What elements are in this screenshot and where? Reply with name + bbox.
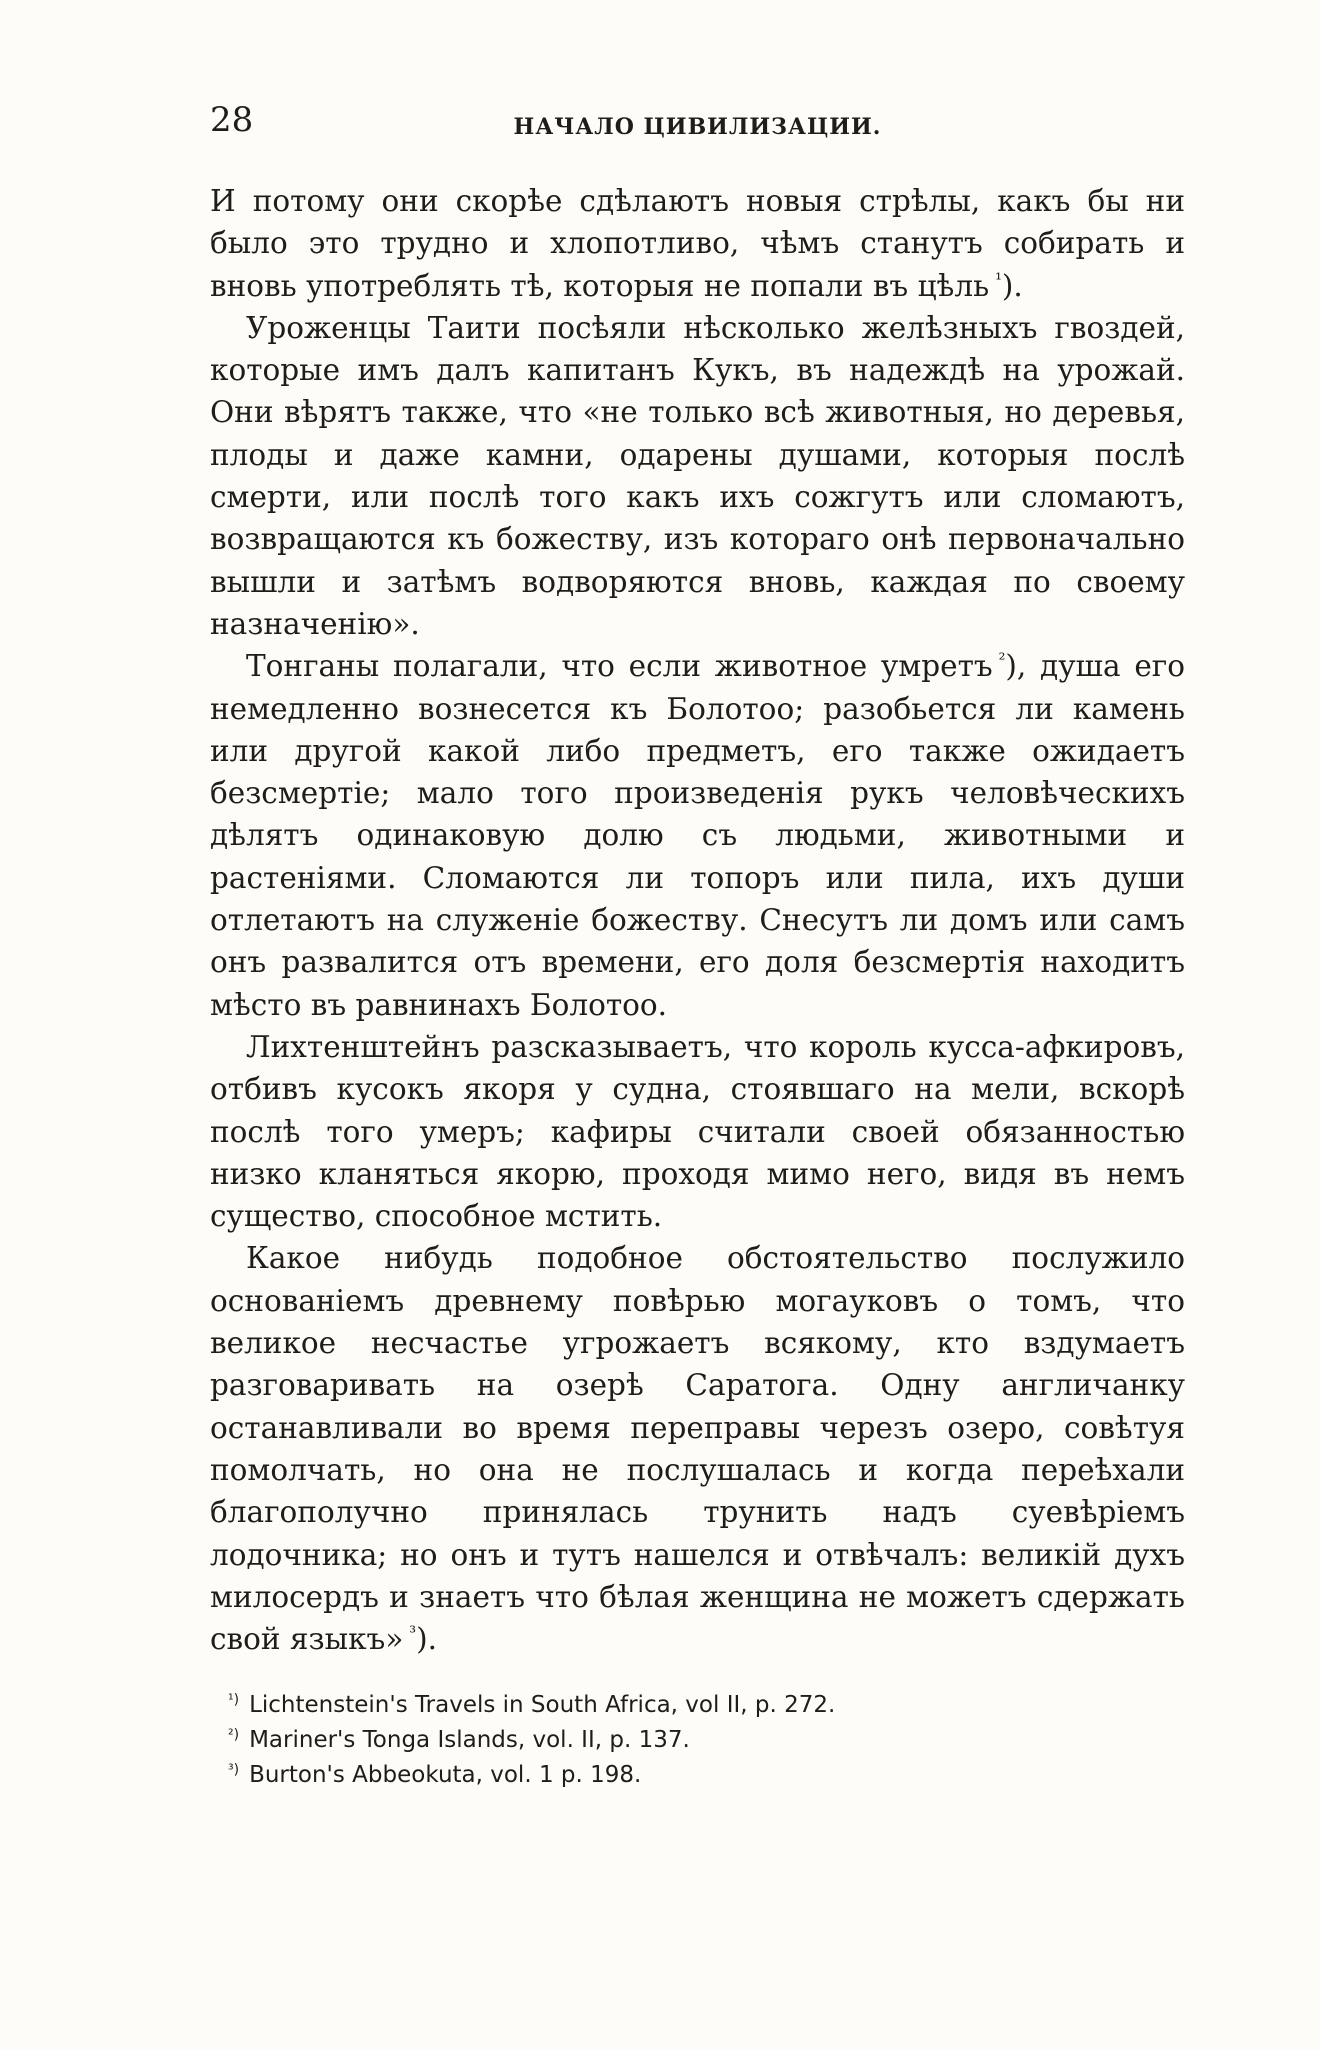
footnote-marker: ¹ (995, 269, 1002, 290)
footnote-number: ³) (228, 1761, 240, 1778)
paragraph-text: Тонганы полагали, что если животное умретъ (246, 649, 993, 684)
book-page (210, 100, 1185, 1793)
paragraph-tail: ), душа его немедленно вознесется къ Болотоо; разобьется ли камень или другой какой либо предметъ, его также ожидаетъ безсмертіе; мало того произведенія рукъ человѣческихъ дѣлятъ одинаковую долю съ людьми, животными и растеніями. Сломаются ли топоръ или пила, ихъ души отлетаютъ на служеніе божеству. Снесутъ ли домъ или самъ онъ развалится отъ времени, его доля безсмертія находитъ мѣсто въ равнинахъ Болотоо. (210, 649, 1185, 1022)
paragraph-text: И потому они скорѣе сдѣлаютъ новыя стрѣлы, какъ бы ни было это трудно и хлопотливо, чѣмъ станутъ собирать и вновь употреблять тѣ, которыя не попали въ цѣль (210, 184, 1185, 303)
paragraph-text: Лихтенштейнъ разсказываетъ, что король кусса-афкировъ, отбивъ кусокъ якоря у судна, стоявшаго на мели, вскорѣ послѣ того умеръ; кафиры считали своей обязанностью низко кланяться якорю, проходя мимо него, видя въ немъ существо, способное мстить. (210, 1029, 1185, 1234)
paragraph-tail: ). (416, 1622, 437, 1657)
footnote-number: ¹) (228, 1691, 240, 1708)
footnote (228, 1723, 1185, 1758)
footnote-text: Mariner's Tonga Islands, vol. II, p. 137. (249, 1727, 690, 1754)
paragraph (210, 1026, 1185, 1237)
footnote-number: ²) (228, 1726, 240, 1743)
paragraph (210, 180, 1185, 307)
page-number: 28 (210, 100, 254, 140)
paragraph-text: Какое нибудь подобное обстоятельство послужило основаніемъ древнему повѣрью могауковъ о томъ, что великое несчастье угрожаетъ всякому, кто вздумаетъ разговаривать на озерѣ Саратога. Одну англичанку останавливали во время переправы черезъ озеро, совѣтуя помолчать, но она не послушалась и когда переѣхали благополучно принялась трунить надъ суевѣріемъ лодочника; но онъ и тутъ нашелся и отвѣчалъ: великій духъ милосердъ и знаетъ что бѣлая женщина не можетъ сдержать свой языкъ» (210, 1241, 1185, 1657)
running-head (210, 100, 1185, 160)
paragraph-text: Уроженцы Таити посѣяли нѣсколько желѣзныхъ гвоздей, которые имъ далъ капитанъ Кукъ, въ надеждѣ на урожай. Они вѣрятъ также, что «не только всѣ животныя, но деревья, плоды и даже камни, одарены душами, которыя послѣ смерти, или послѣ того какъ ихъ сожгутъ или сломаютъ, возвращаются къ божеству, изъ котораго онѣ первоначально вышли и затѣмъ водворяются вновь, каждая по своему назначенію». (210, 310, 1185, 641)
paragraph-tail: ). (1001, 268, 1023, 303)
footnote-text: Burton's Abbeokuta, vol. 1 p. 198. (249, 1762, 642, 1789)
paragraph (210, 1237, 1185, 1660)
paragraph (210, 645, 1185, 1026)
body-text (210, 180, 1185, 1660)
footnote-marker: ² (998, 650, 1006, 671)
footnote (228, 1688, 1185, 1723)
footnotes (210, 1688, 1185, 1793)
footnote-text: Lichtenstein's Travels in South Africa, vol II, p. 272. (249, 1692, 836, 1719)
footnote-marker: ³ (409, 1623, 417, 1644)
footnote (228, 1758, 1185, 1793)
header-title: НАЧАЛО ЦИВИЛИЗАЦИИ. (513, 114, 882, 140)
paragraph (210, 307, 1185, 645)
